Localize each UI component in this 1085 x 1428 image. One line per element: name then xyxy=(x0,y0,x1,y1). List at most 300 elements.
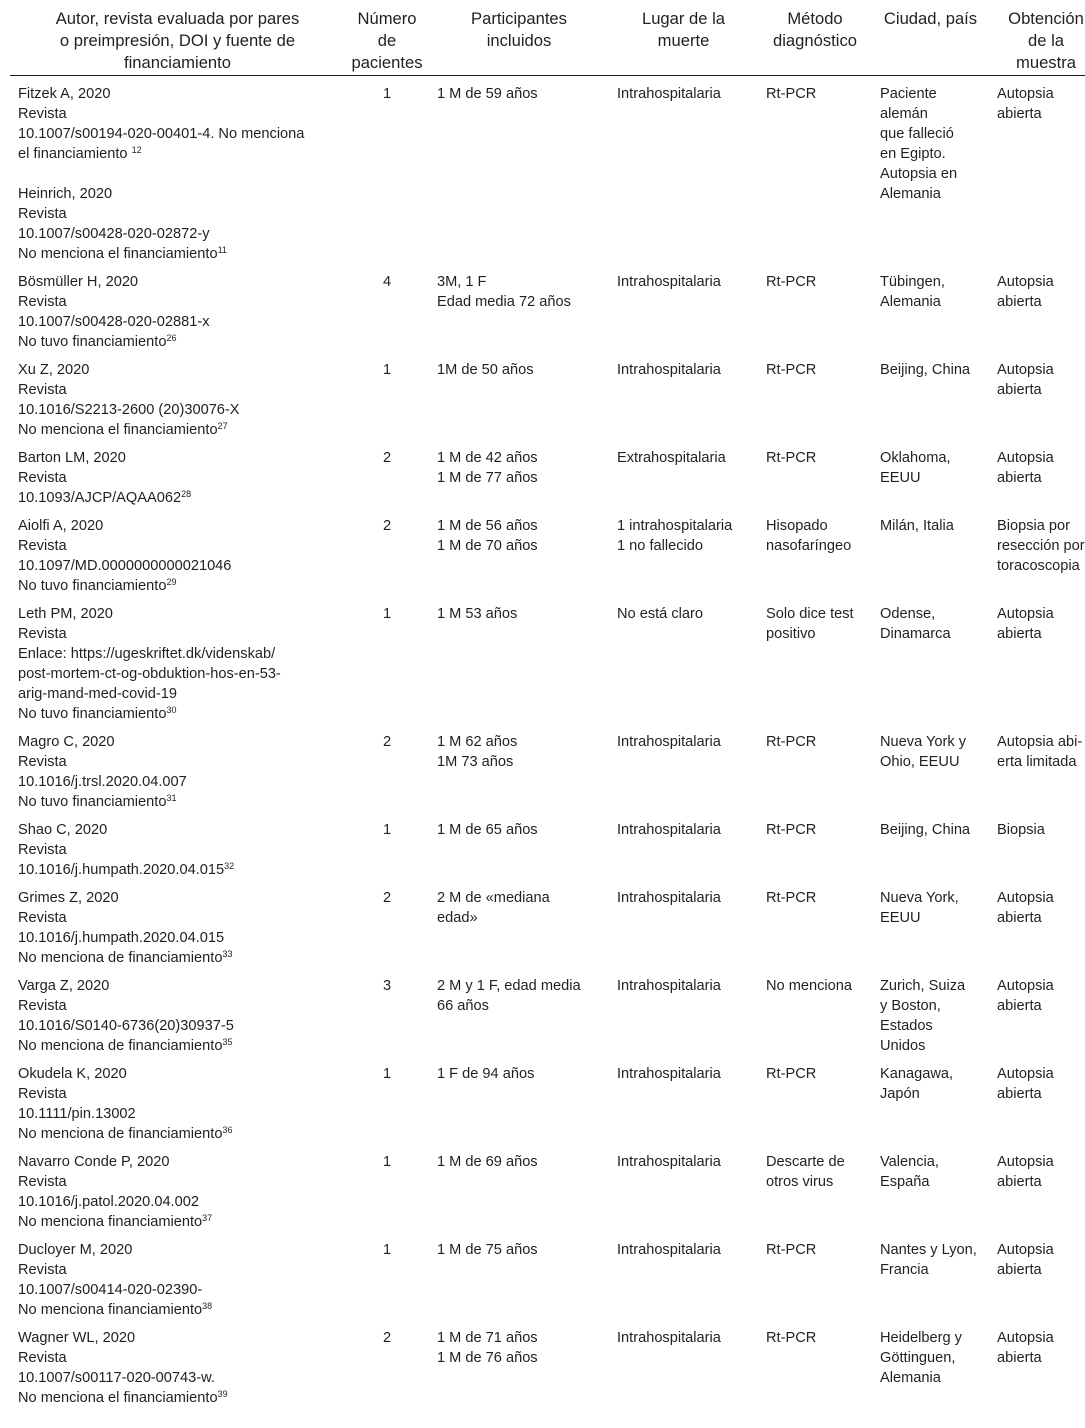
reference-number: 37 xyxy=(202,1213,213,1223)
city-line: Nueva York, xyxy=(880,890,959,906)
cell-method xyxy=(758,1320,872,1408)
method-line: otros virus xyxy=(766,1174,834,1190)
cell-patients: 2 xyxy=(382,450,392,466)
author-text: Revista xyxy=(18,1350,67,1366)
author-line xyxy=(18,664,343,684)
sample-line: abierta xyxy=(997,1262,1042,1278)
reference-number: 26 xyxy=(166,333,177,343)
header-author xyxy=(10,8,345,76)
cell-place xyxy=(609,508,758,596)
participants-line: 1 M de 59 años xyxy=(437,86,538,102)
cell-method xyxy=(758,1056,872,1144)
place-line: No está claro xyxy=(617,606,703,622)
reference-number: 35 xyxy=(222,1037,233,1047)
author-text: Revista xyxy=(18,998,67,1014)
author-text: Revista xyxy=(18,626,67,642)
city-line: Nantes y Lyon, xyxy=(880,1242,977,1258)
method-line: Rt-PCR xyxy=(766,86,817,102)
author-line xyxy=(18,996,343,1016)
cell-method xyxy=(758,264,872,352)
cell-sample xyxy=(989,724,1085,812)
city-line: Alemania xyxy=(880,1370,941,1386)
sample-line: abierta xyxy=(997,998,1042,1014)
author-line xyxy=(18,908,343,928)
cell-city xyxy=(872,508,989,596)
header-row xyxy=(10,8,1085,76)
city-line: Paciente xyxy=(880,86,937,102)
place-line: 1 no fallecido xyxy=(617,538,704,554)
reference-number: 11 xyxy=(217,245,227,255)
sample-line: Autopsia xyxy=(997,1242,1054,1258)
cell-sample xyxy=(989,1320,1085,1408)
cell-method xyxy=(758,508,872,596)
author-text: Barton LM, 2020 xyxy=(18,450,126,466)
cell-sample xyxy=(989,1232,1085,1320)
author-line xyxy=(18,1124,343,1144)
author-line xyxy=(18,360,343,380)
cell-sample xyxy=(989,1056,1085,1144)
table-row xyxy=(10,76,1085,265)
author-line xyxy=(18,1192,343,1212)
author-text: Revista xyxy=(18,1174,67,1190)
cell-patients: 1 xyxy=(382,1242,392,1258)
header-place-line: Lugar de la xyxy=(641,9,726,28)
place-line: Intrahospitalaria xyxy=(617,1154,721,1170)
method-line: Rt-PCR xyxy=(766,1330,817,1346)
method-line: Rt-PCR xyxy=(766,822,817,838)
author-text: Leth PM, 2020 xyxy=(18,606,113,622)
author-line xyxy=(18,1152,343,1172)
author-line xyxy=(18,124,343,144)
method-line: Rt-PCR xyxy=(766,1242,817,1258)
cell-place xyxy=(609,440,758,508)
cell-patients: 1 xyxy=(382,1066,392,1082)
author-text: Enlace: https://ugeskriftet.dk/videnskab/ xyxy=(18,646,276,662)
city-line: Milán, Italia xyxy=(880,518,954,534)
table-row xyxy=(10,812,1085,880)
author-text: No menciona financiamiento xyxy=(18,1214,203,1230)
cell-city xyxy=(872,76,989,265)
cell-place xyxy=(609,1056,758,1144)
reference-number: 30 xyxy=(166,705,177,715)
cell-method xyxy=(758,1232,872,1320)
method-line: Rt-PCR xyxy=(766,890,817,906)
cell-patients: 2 xyxy=(382,1330,392,1346)
participants-line: 1 F de 94 años xyxy=(437,1066,535,1082)
header-patients-line: pacientes xyxy=(351,53,423,72)
cell-author xyxy=(10,440,345,508)
author-text: 10.1016/S0140-6736(20)30937-5 xyxy=(18,1018,234,1034)
cell-participants xyxy=(429,76,609,265)
cell-city xyxy=(872,440,989,508)
cell-author xyxy=(10,724,345,812)
cell-participants xyxy=(429,440,609,508)
author-text: post-mortem-ct-og-obduktion-hos-en-53- xyxy=(18,666,281,682)
cell-place xyxy=(609,812,758,880)
author-text: 10.1093/AJCP/AQAA062 xyxy=(18,490,182,506)
table-row xyxy=(10,1232,1085,1320)
cell-patients: 1 xyxy=(382,1154,392,1170)
city-line: EEUU xyxy=(880,910,921,926)
author-text: No menciona de financiamiento xyxy=(18,1126,223,1142)
sample-line: Autopsia xyxy=(997,890,1054,906)
author-line xyxy=(18,400,343,420)
author-line xyxy=(18,556,343,576)
author-text: Revista xyxy=(18,470,67,486)
sample-line: Autopsia xyxy=(997,86,1054,102)
sample-line: abierta xyxy=(997,106,1042,122)
author-line xyxy=(18,488,343,508)
author-text: 10.1007/s00428-020-02881-x xyxy=(18,314,210,330)
author-text: No menciona el financiamiento xyxy=(18,1390,218,1406)
author-line xyxy=(18,448,343,468)
city-line: Tübingen, xyxy=(880,274,945,290)
city-line: Estados xyxy=(880,1018,933,1034)
author-text: Grimes Z, 2020 xyxy=(18,890,119,906)
sample-line: abierta xyxy=(997,294,1042,310)
cell-sample xyxy=(989,1144,1085,1232)
sample-line: abierta xyxy=(997,1350,1042,1366)
author-text: Wagner WL, 2020 xyxy=(18,1330,136,1346)
place-line: Intrahospitalaria xyxy=(617,734,721,750)
method-line: nasofaríngeo xyxy=(766,538,852,554)
method-line: Rt-PCR xyxy=(766,734,817,750)
author-line xyxy=(18,1104,343,1124)
author-text: el financiamiento xyxy=(18,146,132,162)
author-text: 10.1097/MD.0000000000021046 xyxy=(18,558,232,574)
city-line: Japón xyxy=(880,1086,920,1102)
cell-participants xyxy=(429,1056,609,1144)
cell-city xyxy=(872,1232,989,1320)
cell-patients: 1 xyxy=(382,362,392,378)
author-text: arig-mand-med-covid-19 xyxy=(18,686,177,702)
author-line xyxy=(18,332,343,352)
author-text: 10.1016/S2213-2600 (20)30076-X xyxy=(18,402,240,418)
author-line xyxy=(18,928,343,948)
author-line xyxy=(18,104,343,124)
cell-participants xyxy=(429,508,609,596)
sample-line: Autopsia xyxy=(997,362,1054,378)
cell-sample xyxy=(989,440,1085,508)
author-line xyxy=(18,1172,343,1192)
place-line: Intrahospitalaria xyxy=(617,822,721,838)
author-text: Revista xyxy=(18,842,67,858)
author-line xyxy=(18,420,343,440)
author-line xyxy=(18,516,343,536)
author-text: No tuvo financiamiento xyxy=(18,334,167,350)
city-line: Beijing, China xyxy=(880,822,971,838)
author-text: Bösmüller H, 2020 xyxy=(18,274,139,290)
author-line xyxy=(18,164,343,184)
studies-table xyxy=(10,8,1085,1408)
author-text: Revista xyxy=(18,206,67,222)
author-text: Revista xyxy=(18,294,67,310)
cell-participants xyxy=(429,968,609,1056)
participants-line: edad» xyxy=(437,910,478,926)
sample-line: abierta xyxy=(997,1086,1042,1102)
author-line xyxy=(18,624,343,644)
author-line xyxy=(18,840,343,860)
cell-sample xyxy=(989,76,1085,265)
sample-line: Biopsia xyxy=(997,822,1045,838)
participants-line: 1 M de 71 años xyxy=(437,1330,538,1346)
cell-method xyxy=(758,440,872,508)
sample-line: resección por xyxy=(997,538,1085,554)
method-line: Rt-PCR xyxy=(766,274,817,290)
cell-sample xyxy=(989,596,1085,724)
participants-line: 1 M de 75 años xyxy=(437,1242,538,1258)
city-line: Ohio, EEUU xyxy=(880,754,960,770)
author-text: Okudela K, 2020 xyxy=(18,1066,127,1082)
cell-city xyxy=(872,724,989,812)
table-row xyxy=(10,880,1085,968)
author-line xyxy=(18,644,343,664)
author-text: Varga Z, 2020 xyxy=(18,978,110,994)
cell-method xyxy=(758,76,872,265)
cell-method xyxy=(758,352,872,440)
participants-line: 1 M de 76 años xyxy=(437,1350,538,1366)
city-line: Autopsia en xyxy=(880,166,958,182)
header-place-line: muerte xyxy=(657,31,710,50)
author-text: Aiolfi A, 2020 xyxy=(18,518,104,534)
author-text: 10.1016/j.humpath.2020.04.015 xyxy=(18,930,225,946)
sample-line: Autopsia xyxy=(997,978,1054,994)
city-line: Oklahoma, xyxy=(880,450,951,466)
city-line: Alemania xyxy=(880,294,941,310)
author-line xyxy=(18,204,343,224)
cell-patients: 2 xyxy=(382,734,392,750)
author-line xyxy=(18,272,343,292)
place-line: Intrahospitalaria xyxy=(617,1330,721,1346)
cell-sample xyxy=(989,880,1085,968)
reference-number: 39 xyxy=(217,1389,228,1399)
cell-author xyxy=(10,352,345,440)
author-text: 10.1111/pin.13002 xyxy=(18,1106,136,1122)
sample-line: abierta xyxy=(997,626,1042,642)
place-line: Intrahospitalaria xyxy=(617,274,721,290)
table-row xyxy=(10,968,1085,1056)
reference-number: 33 xyxy=(222,949,233,959)
header-participants-line: incluidos xyxy=(486,31,552,50)
sample-line: Autopsia xyxy=(997,1330,1054,1346)
author-line xyxy=(18,576,343,596)
author-text: 10.1007/s00414-020-02390- xyxy=(18,1282,203,1298)
author-text: Revista xyxy=(18,910,67,926)
table-row xyxy=(10,264,1085,352)
cell-author xyxy=(10,596,345,724)
author-text: Ducloyer M, 2020 xyxy=(18,1242,133,1258)
cell-patients: 1 xyxy=(382,86,392,102)
method-line: Hisopado xyxy=(766,518,828,534)
author-text: Revista xyxy=(18,538,67,554)
header-patients-line: Número xyxy=(357,9,417,28)
city-line: España xyxy=(880,1174,930,1190)
author-line xyxy=(18,1036,343,1056)
cell-method xyxy=(758,1144,872,1232)
author-text: No menciona el financiamiento xyxy=(18,422,218,438)
cell-sample xyxy=(989,352,1085,440)
cell-sample xyxy=(989,264,1085,352)
sample-line: toracoscopia xyxy=(997,558,1080,574)
cell-participants xyxy=(429,1320,609,1408)
sample-line: abierta xyxy=(997,382,1042,398)
header-author-line: Autor, revista evaluada por pares xyxy=(55,9,300,28)
table-row xyxy=(10,1144,1085,1232)
table-body xyxy=(10,76,1085,1409)
cell-sample xyxy=(989,968,1085,1056)
table-row xyxy=(10,352,1085,440)
cell-city xyxy=(872,1144,989,1232)
cell-place xyxy=(609,1144,758,1232)
author-line xyxy=(18,684,343,704)
cell-city xyxy=(872,968,989,1056)
header-method xyxy=(758,8,872,76)
place-line: Intrahospitalaria xyxy=(617,1242,721,1258)
method-line: No menciona xyxy=(766,978,852,994)
city-line: Valencia, xyxy=(880,1154,939,1170)
author-text: No menciona financiamiento xyxy=(18,1302,203,1318)
author-text: 10.1007/s00194-020-00401-4. No menciona xyxy=(18,126,305,142)
city-line: Odense, xyxy=(880,606,936,622)
cell-city xyxy=(872,1056,989,1144)
cell-author xyxy=(10,1320,345,1408)
reference-number: 28 xyxy=(181,489,192,499)
header-place xyxy=(609,8,758,76)
reference-number: 36 xyxy=(222,1125,233,1135)
table-row xyxy=(10,440,1085,508)
cell-participants xyxy=(429,1144,609,1232)
cell-author xyxy=(10,880,345,968)
author-text: Shao C, 2020 xyxy=(18,822,108,838)
participants-line: 1 M de 69 años xyxy=(437,1154,538,1170)
cell-place xyxy=(609,352,758,440)
header-city xyxy=(872,8,989,76)
header-method-line: Método xyxy=(787,9,843,28)
participants-line: 3M, 1 F xyxy=(437,274,487,290)
cell-author xyxy=(10,508,345,596)
author-line xyxy=(18,224,343,244)
cell-patients: 1 xyxy=(382,606,392,622)
cell-place xyxy=(609,968,758,1056)
author-line xyxy=(18,1212,343,1232)
cell-participants xyxy=(429,352,609,440)
author-line xyxy=(18,1300,343,1320)
reference-number: 32 xyxy=(224,861,235,871)
author-line xyxy=(18,1368,343,1388)
city-line: alemán xyxy=(880,106,928,122)
participants-line: 1 M de 70 años xyxy=(437,538,538,554)
cell-method xyxy=(758,812,872,880)
participants-line: 2 M y 1 F, edad media xyxy=(437,978,581,994)
participants-line: 1M de 50 años xyxy=(437,362,534,378)
reference-number: 29 xyxy=(166,577,177,587)
participants-line: 1 M 62 años xyxy=(437,734,518,750)
sample-line: abierta xyxy=(997,1174,1042,1190)
author-text: 10.1007/s00117-020-00743-w. xyxy=(18,1370,215,1386)
header-sample-line: Obtención xyxy=(1008,9,1084,28)
table-row xyxy=(10,596,1085,724)
cell-author xyxy=(10,968,345,1056)
cell-method xyxy=(758,724,872,812)
table-row xyxy=(10,508,1085,596)
sample-line: abierta xyxy=(997,910,1042,926)
author-line xyxy=(18,1240,343,1260)
header-sample xyxy=(989,8,1085,76)
author-text: 10.1016/j.trsl.2020.04.007 xyxy=(18,774,187,790)
participants-line: Edad media 72 años xyxy=(437,294,571,310)
city-line: en Egipto. xyxy=(880,146,946,162)
author-text: No menciona de financiamiento xyxy=(18,1038,223,1054)
author-line xyxy=(18,84,343,104)
reference-number: 31 xyxy=(166,793,177,803)
author-line xyxy=(18,976,343,996)
city-line: Alemania xyxy=(880,186,941,202)
method-line: Rt-PCR xyxy=(766,1066,817,1082)
table-row xyxy=(10,1320,1085,1408)
author-text: No tuvo financiamiento xyxy=(18,706,167,722)
author-line xyxy=(18,380,343,400)
sample-line: Autopsia xyxy=(997,606,1054,622)
author-text: Xu Z, 2020 xyxy=(18,362,90,378)
method-line: Rt-PCR xyxy=(766,362,817,378)
cell-participants xyxy=(429,724,609,812)
author-line xyxy=(18,820,343,840)
header-participants-line: Participantes xyxy=(471,9,567,28)
cell-sample xyxy=(989,508,1085,596)
header-participants xyxy=(429,8,609,76)
cell-city xyxy=(872,880,989,968)
city-line: Nueva York y xyxy=(880,734,966,750)
cell-place xyxy=(609,880,758,968)
author-text: 10.1016/j.patol.2020.04.002 xyxy=(18,1194,199,1210)
cell-city xyxy=(872,352,989,440)
method-line: Descarte de xyxy=(766,1154,845,1170)
city-line: Heidelberg y xyxy=(880,1330,962,1346)
author-line xyxy=(18,1328,343,1348)
city-line: que falleció xyxy=(880,126,954,142)
cell-city xyxy=(872,1320,989,1408)
city-line: Dinamarca xyxy=(880,626,951,642)
header-city-line: Ciudad, país xyxy=(883,9,978,28)
cell-author xyxy=(10,264,345,352)
cell-patients: 2 xyxy=(382,890,392,906)
cell-author xyxy=(10,1144,345,1232)
cell-patients: 2 xyxy=(382,518,392,534)
author-line xyxy=(18,1348,343,1368)
author-text: No menciona de financiamiento xyxy=(18,950,223,966)
author-line xyxy=(18,752,343,772)
author-line xyxy=(18,1084,343,1104)
method-line: Rt-PCR xyxy=(766,450,817,466)
author-text: No tuvo financiamiento xyxy=(18,578,167,594)
author-line xyxy=(18,244,343,264)
cell-author xyxy=(10,76,345,265)
table-row xyxy=(10,724,1085,812)
cell-author xyxy=(10,1232,345,1320)
header-author-line: financiamiento xyxy=(123,53,231,72)
sample-line: abierta xyxy=(997,470,1042,486)
author-line xyxy=(18,312,343,332)
city-line: Kanagawa, xyxy=(880,1066,954,1082)
header-patients-line: de xyxy=(377,31,397,50)
author-line xyxy=(18,292,343,312)
cell-participants xyxy=(429,264,609,352)
author-line xyxy=(18,604,343,624)
cell-participants xyxy=(429,596,609,724)
author-line xyxy=(18,1064,343,1084)
author-line xyxy=(18,184,343,204)
reference-number: 38 xyxy=(202,1301,213,1311)
